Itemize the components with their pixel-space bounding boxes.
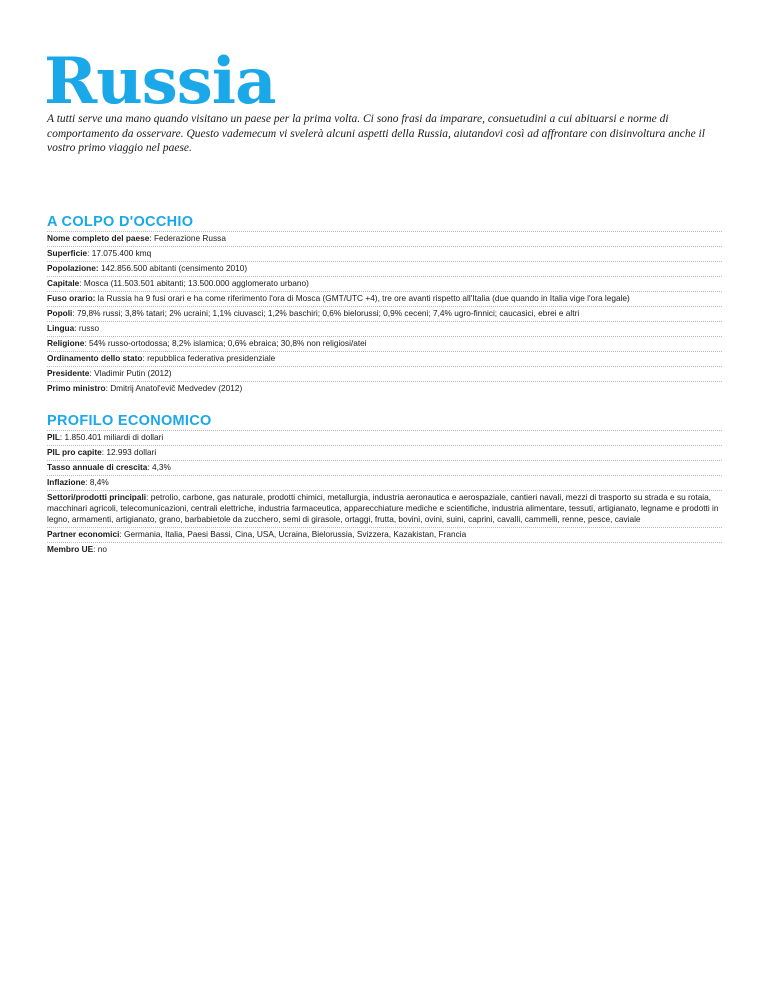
fact-separator: : [146, 492, 151, 502]
fact-capital [47, 277, 722, 292]
fact-label: Partner economici [47, 529, 120, 539]
fact-label: Membro UE [47, 544, 94, 554]
fact-separator: : [147, 462, 152, 472]
fact-gdp [47, 431, 722, 446]
fact-separator: : [59, 432, 65, 442]
fact-eu-member [47, 543, 722, 557]
fact-label: Capitale [47, 278, 80, 288]
at-a-glance-section [47, 214, 722, 396]
fact-label: Popoli [47, 308, 73, 318]
fact-value: 142.856.500 abitanti (censimento 2010) [100, 263, 248, 273]
fact-language [47, 322, 722, 337]
fact-government [47, 352, 722, 367]
fact-label: Superficie [47, 248, 88, 258]
fact-gdp-per-capita [47, 446, 722, 461]
fact-population [47, 262, 722, 277]
page-title: Russia [44, 44, 276, 119]
fact-trade-partners [47, 528, 722, 543]
fact-value: 8,4% [89, 477, 109, 487]
fact-peoples [47, 307, 722, 322]
fact-value: 4,3% [152, 462, 171, 472]
fact-label: Fuso orario: [47, 293, 96, 303]
fact-president [47, 367, 722, 382]
fact-label: Ordinamento dello stato [47, 353, 143, 363]
fact-separator: : [79, 278, 84, 288]
fact-area [47, 247, 722, 262]
fact-value: 79,8% russi; 3,8% tatari; 2% ucraini; 1,1% ciuvasci; 1,2% baschiri; 0,6% bielorussi; 0,9% ceceni; 7,4% ugro-finnici; caucasici, ebrei e altri [76, 308, 580, 318]
fact-label: Tasso annuale di crescita [47, 462, 148, 472]
fact-value: 1.850.401 miliardi di dollari [64, 432, 164, 442]
economic-profile-section [47, 413, 722, 557]
fact-growth-rate [47, 461, 722, 476]
fact-inflation [47, 476, 722, 491]
fact-value: 17.075.400 kmq [91, 248, 152, 258]
fact-separator: : [93, 544, 98, 554]
section-heading-glance: A COLPO D'OCCHIO [47, 214, 722, 232]
fact-value: russo [78, 323, 100, 333]
intro-paragraph: A tutti serve una mano quando visitano un paese per la prima volta. Ci sono frasi da imparare, consuetudini a cui abituarsi e norme di comportamento da osservare. Questo vademecum vi svelerà alcuni aspetti della Russia, aiutandovi così ad affrontare con disinvoltura anche il vostro primo viaggio nel paese. [47, 113, 705, 154]
fact-label: Presidente [47, 368, 90, 378]
fact-separator: : [74, 323, 79, 333]
fact-separator: : [105, 383, 111, 393]
fact-value: Germania, Italia, Paesi Bassi, Cina, USA, Ucraina, Bielorussia, Svizzera, Kazakistan, Francia [124, 529, 467, 539]
page-content [44, 0, 722, 554]
fact-religion [47, 337, 722, 352]
economy-fact-list [47, 431, 722, 557]
fact-value: 54% russo-ortodossa; 8,2% islamica; 0,6% ebraica; 30,8% non religiosi/atei [88, 338, 367, 348]
fact-value: Federazione Russa [153, 233, 226, 243]
fact-separator: : [89, 368, 95, 378]
fact-full-name [47, 232, 722, 247]
fact-label: Religione [47, 338, 85, 348]
fact-separator: : [87, 248, 92, 258]
fact-value: petrolio, carbone, gas naturale, prodotti chimici, metallurgia, industria aeronautica e aerospaziale, cantieri navali, mezzi di trasporto su strada e su rotaia, macchinari agricoli, telecomunicazioni, centrali elettriche, industria farmaceutica, apparecchiature mediche e scientifiche, industria alimentare, tessuti, artigianato, legname e prodotti in legno, armamenti, artigianato, grano, barbabietole da zucchero, semi di girasole, ortaggi, frutta, bovini, ovini, suini, caprini, cavalli, cammelli, renne, pesce, caviale [47, 492, 719, 524]
fact-separator: : [119, 529, 125, 539]
fact-label: Primo ministro [47, 383, 106, 393]
fact-label: Lingua [47, 323, 75, 333]
fact-separator: : [149, 233, 154, 243]
fact-label: Popolazione: [47, 263, 99, 273]
fact-label: PIL pro capite [47, 447, 102, 457]
fact-value: Mosca (11.503.501 abitanti; 13.500.000 agglomerato urbano) [83, 278, 309, 288]
fact-value: la Russia ha 9 fusi orari e ha come riferimento l'ora di Mosca (GMT/UTC +4), tre ore avanti rispetto all'Italia (due quando in Italia vige l'ora legale) [97, 293, 630, 303]
fact-value: repubblica federativa presidenziale [147, 353, 276, 363]
fact-prime-minister [47, 382, 722, 396]
section-heading-economy: PROFILO ECONOMICO [47, 413, 722, 431]
fact-label: PIL [47, 432, 60, 442]
glance-fact-list [47, 232, 722, 396]
fact-separator: : [142, 353, 148, 363]
fact-value: Vladimir Putin (2012) [94, 368, 172, 378]
fact-label: Settori/prodotti principali [47, 492, 147, 502]
fact-label: Nome completo del paese [47, 233, 150, 243]
fact-separator: : [84, 338, 89, 348]
fact-value: Dmitrij Anatol'evič Medvedev (2012) [110, 383, 243, 393]
fact-value: 12.993 dollari [106, 447, 157, 457]
fact-main-sectors [47, 491, 722, 528]
fact-time-zone [47, 292, 722, 307]
fact-separator: : [72, 308, 77, 318]
fact-separator: : [101, 447, 107, 457]
fact-value: no [97, 544, 107, 554]
fact-label: Inflazione [47, 477, 86, 487]
fact-separator: : [85, 477, 90, 487]
